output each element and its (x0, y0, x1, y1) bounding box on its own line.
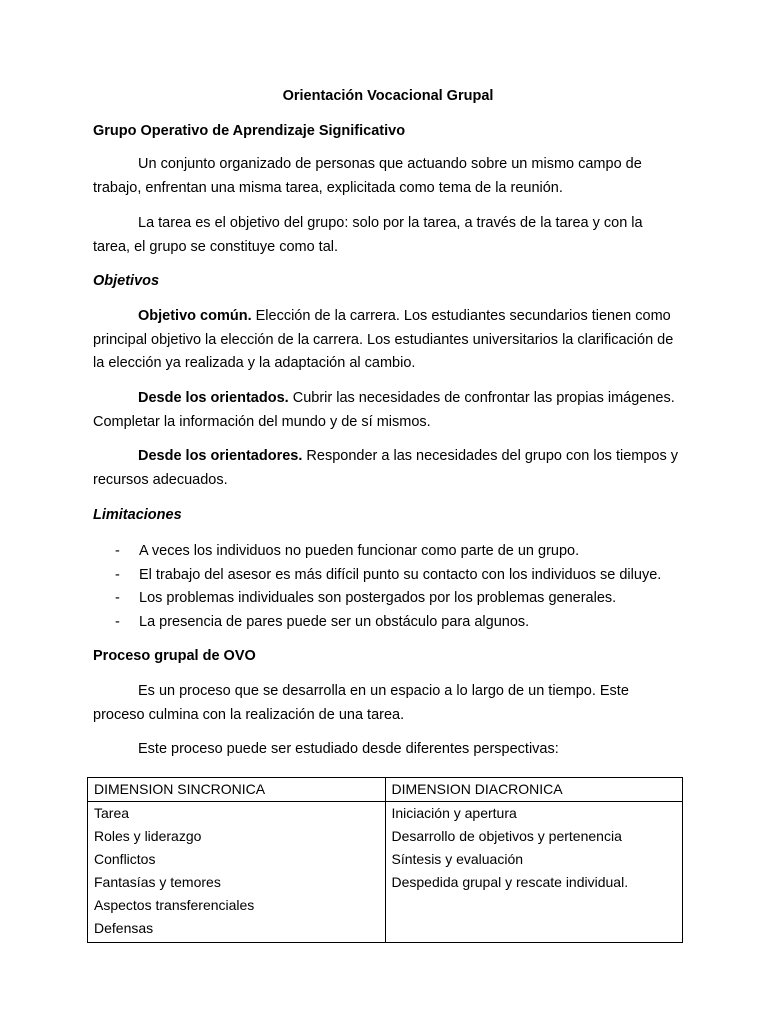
table-header-sincronica: DIMENSION SINCRONICA (88, 778, 386, 802)
section-heading-grupo-operativo: Grupo Operativo de Aprendizaje Significativo (93, 123, 406, 139)
paragraph-perspectivas: Este proceso puede ser estudiado desde diferentes perspectivas: (138, 741, 559, 757)
table-cell-item: Despedida grupal y rescate individual. (391, 874, 629, 890)
table-cell-item: Síntesis y evaluación (391, 851, 524, 867)
limitaciones-list (93, 540, 683, 634)
table-row (88, 802, 683, 943)
list-item (93, 611, 683, 635)
section-heading-limitaciones: Limitaciones (93, 507, 182, 523)
desde-orientadores-text: Responder a las necesidades del grupo con los tiempos y recursos adecuados. (93, 448, 679, 488)
diacronica-cell (385, 802, 683, 943)
list-item (93, 540, 683, 564)
section-heading-proceso-grupal: Proceso grupal de OVO (93, 648, 256, 664)
paragraph-desde-orientados (93, 387, 683, 434)
objetivo-comun-text: Elección de la carrera. Los estudiantes secundarios tienen como principal objetivo la elección de la carrera. Los estudiantes universitarios la clarificación de la elección ya realizada y la adaptación al cambio. (93, 308, 674, 371)
desde-orientados-label: Desde los orientados. (138, 390, 289, 406)
table-header-diacronica: DIMENSION DIACRONICA (385, 778, 683, 802)
table-cell-item: Tarea (94, 805, 130, 821)
table-header-row (88, 778, 683, 802)
list-item-text: A veces los individuos no pueden funcionar como parte de un grupo. (139, 543, 580, 559)
paragraph-desde-orientadores (93, 445, 683, 492)
paragraph-definition: Un conjunto organizado de personas que actuando sobre un mismo campo de trabajo, enfrentan una misma tarea, explicitada como tema de la reunión. (93, 156, 642, 196)
table-cell-item: Fantasías y temores (94, 874, 221, 890)
table-cell-item: Roles y liderazgo (94, 828, 202, 844)
dash-bullet: - (115, 590, 120, 606)
dash-bullet: - (115, 543, 120, 559)
objetivo-comun-label: Objetivo común. (138, 308, 252, 324)
dimensions-table (87, 777, 683, 943)
table-cell-item: Conflictos (94, 851, 156, 867)
paragraph-objetivo-comun (93, 305, 683, 376)
table-cell-item: Desarrollo de objetivos y pertenencia (391, 828, 622, 844)
desde-orientados-text: Cubrir las necesidades de confrontar las propias imágenes. Completar la información del mundo y de sí mismos. (93, 390, 675, 430)
paragraph-proceso: Es un proceso que se desarrolla en un espacio a lo largo de un tiempo. Este proceso culmina con la realización de una tarea. (93, 683, 629, 723)
desde-orientadores-label: Desde los orientadores. (138, 448, 303, 464)
dash-bullet: - (115, 566, 120, 583)
table-cell-item: Iniciación y apertura (391, 805, 517, 821)
table-cell-item: Defensas (94, 920, 154, 936)
list-item-text: La presencia de pares puede ser un obstáculo para algunos. (139, 613, 530, 630)
table-cell-item: Aspectos transferenciales (94, 897, 255, 913)
dash-bullet: - (115, 613, 120, 630)
list-item (93, 564, 683, 588)
list-item-text: Los problemas individuales son postergados por los problemas generales. (139, 590, 617, 606)
sincronica-cell (88, 802, 386, 943)
list-item-text: El trabajo del asesor es más difícil punto su contacto con los individuos se diluye. (139, 566, 662, 583)
document-title: Orientación Vocacional Grupal (282, 88, 494, 104)
paragraph-tarea: La tarea es el objetivo del grupo: solo por la tarea, a través de la tarea y con la tarea, el grupo se constituye como tal. (93, 215, 643, 255)
list-item (93, 587, 683, 611)
section-heading-objetivos: Objetivos (93, 273, 160, 289)
